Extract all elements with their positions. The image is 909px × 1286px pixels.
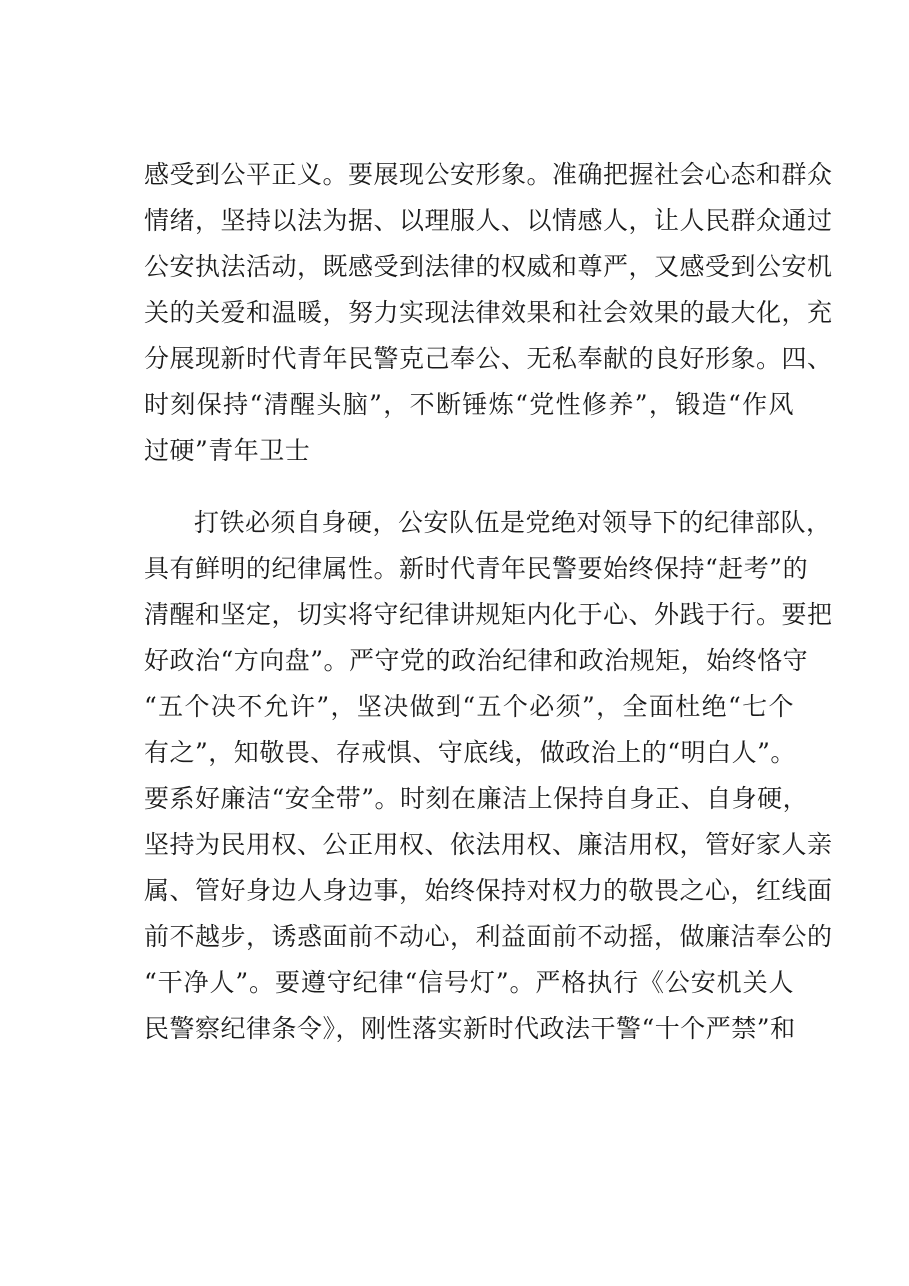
paragraph-first-line: 打铁必须自身硬，公安队伍是党绝对领导下的纪律部队， <box>194 508 832 537</box>
text-line: 民警察纪律条令》，刚性落实新时代政法干警“十个严禁”和 <box>144 1014 796 1043</box>
text-line: 清醒和坚定，切实将守纪律讲规矩内化于心、外践于行。要把 <box>144 600 833 629</box>
text-line: 有之”，知敬畏、存戒惧、守底线，做政治上的“明白人”。 <box>144 738 796 767</box>
section-heading-line: 时刻保持“清醒头脑”，不断锤炼“党性修养”，锻造“作风 <box>144 390 794 419</box>
text-line: 具有鲜明的纪律属性。新时代青年民警要始终保持“赶考”的 <box>144 554 809 583</box>
text-line: “五个决不允许”，坚决做到“五个必须”，全面杜绝“七个 <box>144 692 794 721</box>
section-heading-line: 过硬”青年卫士 <box>144 436 311 465</box>
text-line: 分展现新时代青年民警克己奉公、无私奉献的良好形象。四、 <box>144 344 833 373</box>
text-line: 感受到公平正义。要展现公安形象。准确把握社会心态和群众 <box>144 160 833 189</box>
text-line: 要系好廉洁“安全带”。时刻在廉洁上保持自身正、自身硬， <box>144 784 809 813</box>
text-line: 公安执法活动，既感受到法律的权威和尊严，又感受到公安机 <box>144 252 833 281</box>
text-line: 好政治“方向盘”。严守党的政治纪律和政治规矩，始终恪守 <box>144 646 809 675</box>
text-line: 属、管好身边人身边事，始终保持对权力的敬畏之心，红线面 <box>144 876 833 905</box>
text-line: 情绪，坚持以法为据、以理服人、以情感人，让人民群众通过 <box>144 206 833 235</box>
text-line: 前不越步，诱惑面前不动心，利益面前不动摇，做廉洁奉公的 <box>144 922 833 951</box>
text-line: 关的关爱和温暖，努力实现法律效果和社会效果的最大化，充 <box>144 298 833 327</box>
text-line: 坚持为民用权、公正用权、依法用权、廉洁用权，管好家人亲 <box>144 830 833 859</box>
text-line: “干净人”。要遵守纪律“信号灯”。严格执行《公安机关人 <box>144 968 794 997</box>
